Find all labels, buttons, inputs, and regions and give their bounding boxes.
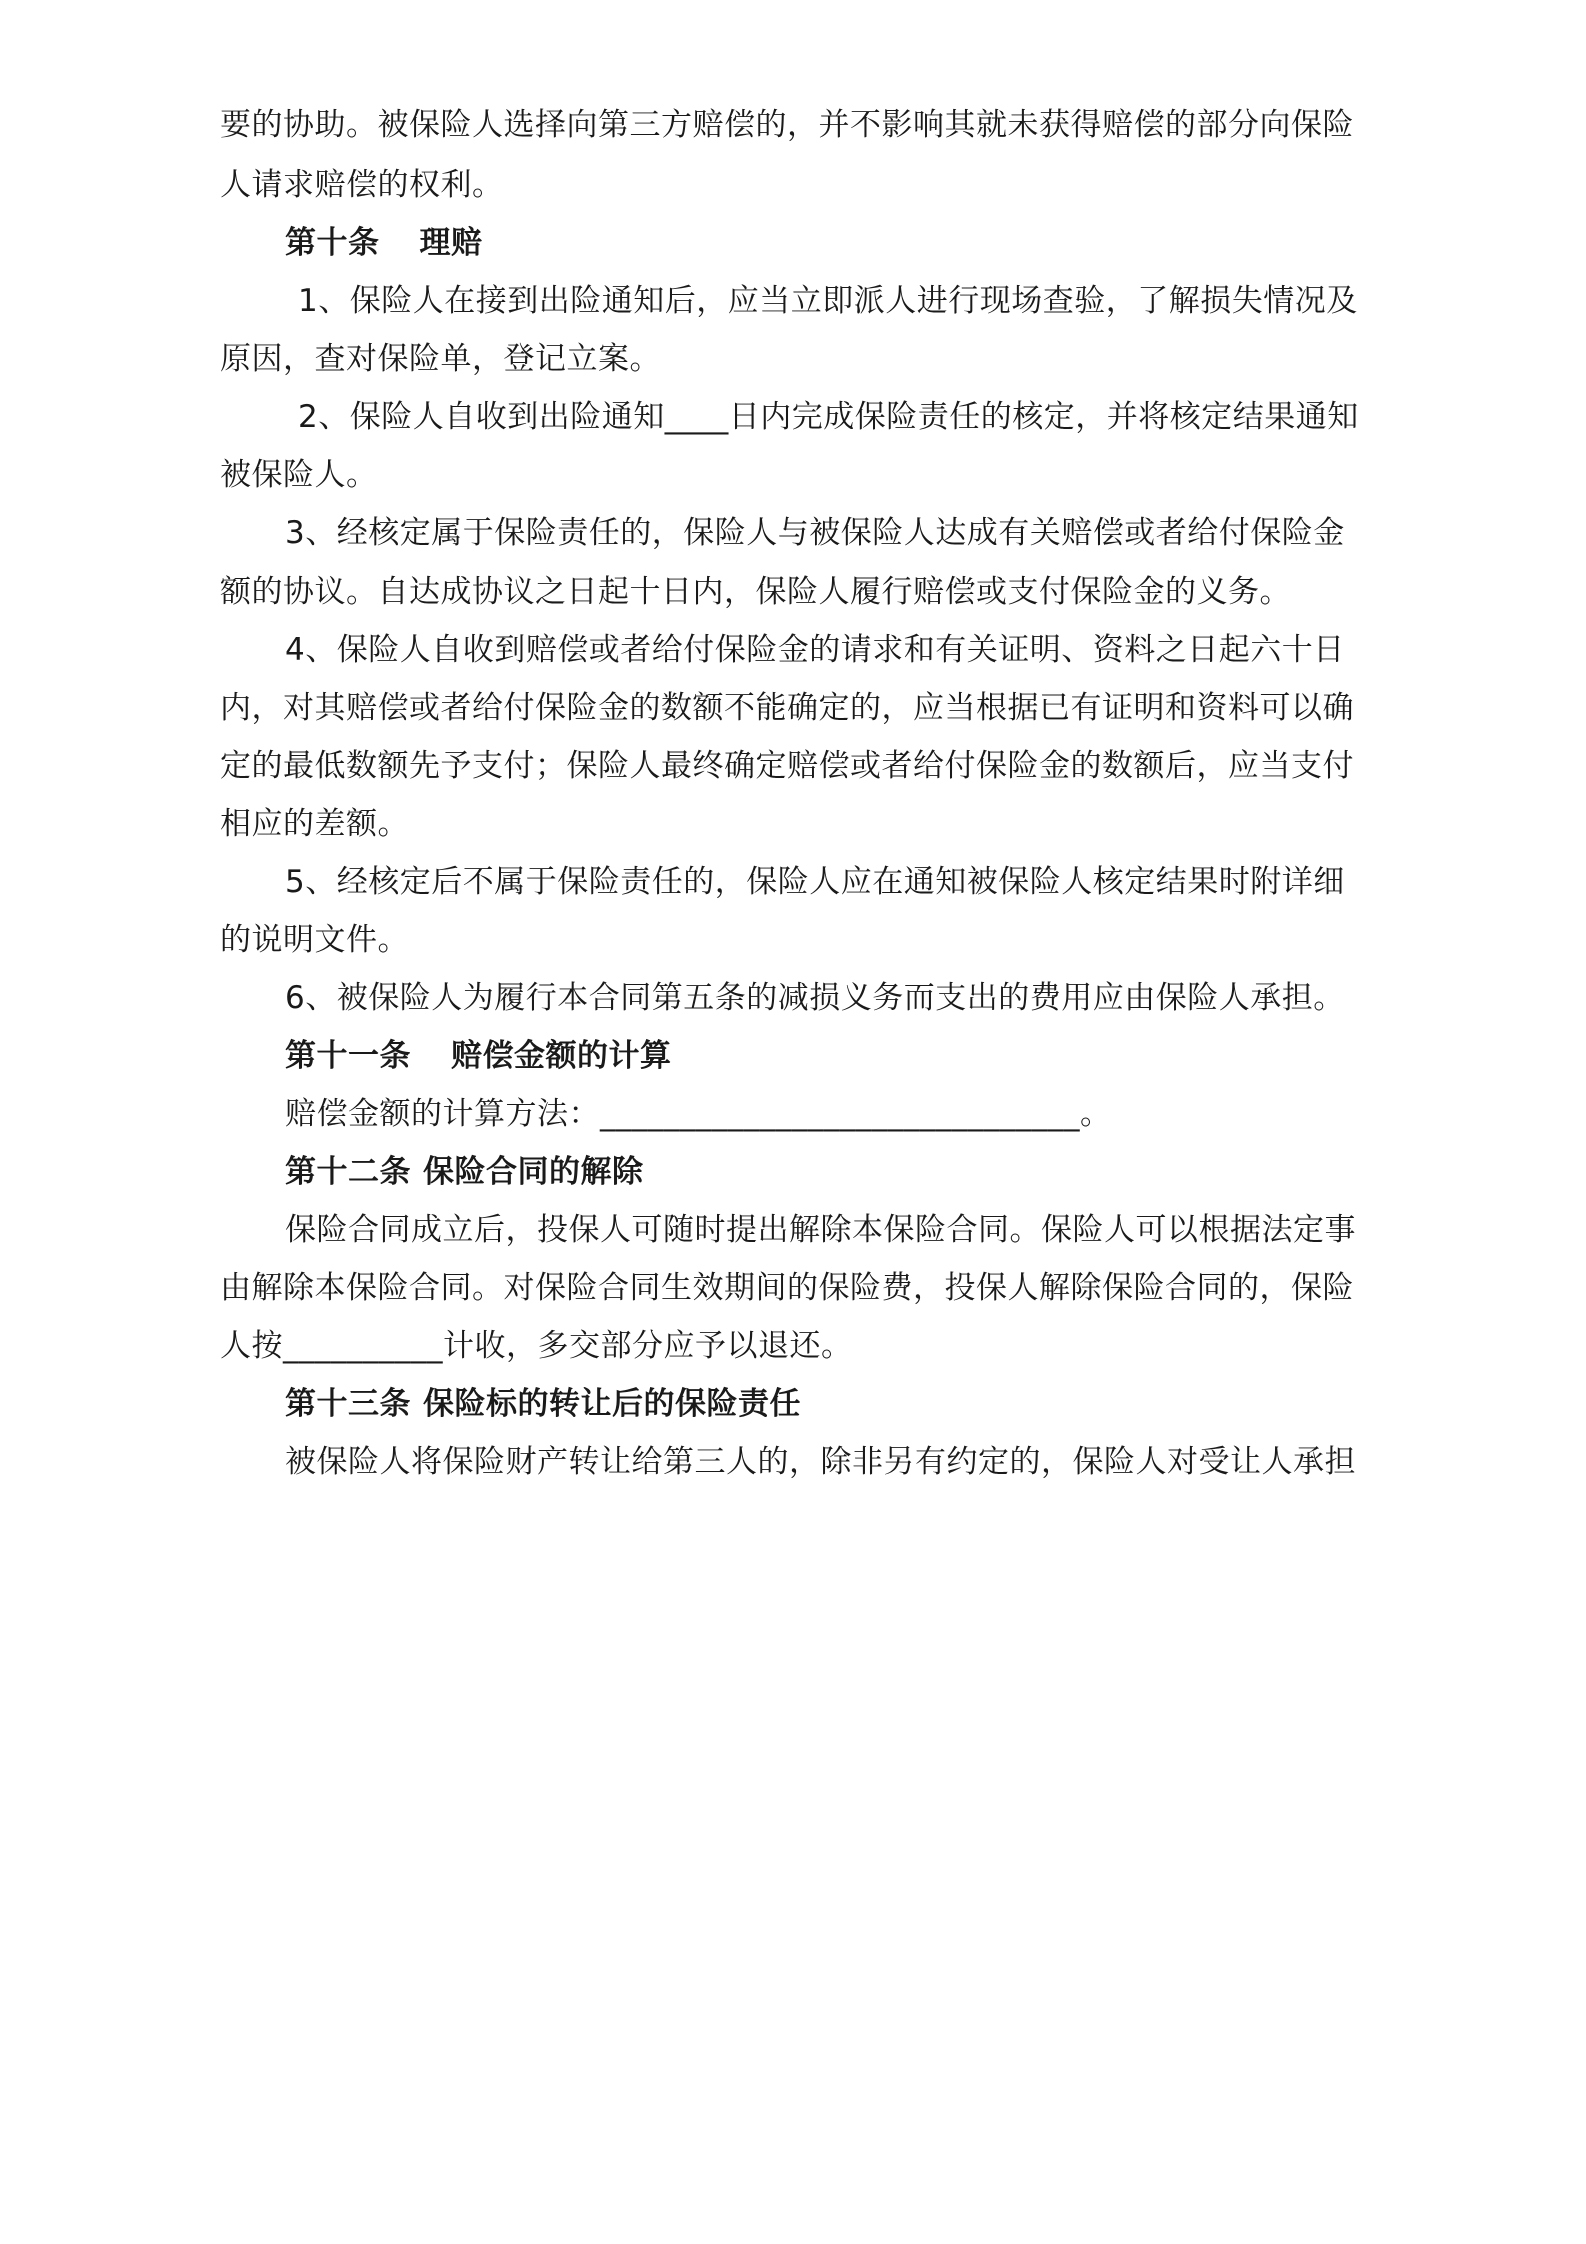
text-line: 赔偿金额的计算方法：______________________________。 <box>285 1096 1112 1132</box>
text-line: 被保险人。 <box>220 457 378 493</box>
text-line: 6、被保险人为履行本合同第五条的减损义务而支出的费用应由保险人承担。 <box>285 980 1345 1016</box>
text-line: 保险合同成立后，投保人可随时提出解除本保险合同。保险人可以根据法定事 <box>285 1212 1356 1248</box>
text-line: 由解除本保险合同。对保险合同生效期间的保险费，投保人解除保险合同的，保险 <box>220 1270 1354 1306</box>
text-line: 被保险人将保险财产转让给第三人的，除非另有约定的，保险人对受让人承担 <box>285 1444 1356 1480</box>
article-12-heading <box>285 1150 1445 1194</box>
text-line: 原因，查对保险单，登记立案。 <box>220 341 661 377</box>
article-title: 保险合同的解除 <box>423 1154 644 1190</box>
article-title: 保险标的转让后的保险责任 <box>423 1386 801 1422</box>
article-number: 第十二条 <box>285 1154 411 1190</box>
article-number: 第十三条 <box>285 1386 411 1422</box>
text-line: 人按__________计收，多交部分应予以退还。 <box>220 1328 853 1364</box>
text-line: 5、经核定后不属于保险责任的，保险人应在通知被保险人核定结果时附详细 <box>285 864 1345 900</box>
article-number: 第十条 <box>285 225 380 261</box>
text-line: 的说明文件。 <box>220 922 409 958</box>
text-line: 要的协助。被保险人选择向第三方赔偿的，并不影响其就未获得赔偿的部分向保险 <box>220 107 1354 143</box>
article-13-heading <box>285 1382 1445 1426</box>
text-line: 定的最低数额先予支付；保险人最终确定赔偿或者给付保险金的数额后，应当支付 <box>220 748 1354 784</box>
text-line: 人请求赔偿的权利。 <box>220 167 504 203</box>
text-line: 额的协议。自达成协议之日起十日内，保险人履行赔偿或支付保险金的义务。 <box>220 574 1291 610</box>
article-11-heading <box>285 1034 1445 1078</box>
article-title: 理赔 <box>419 225 483 261</box>
text-line: 内，对其赔偿或者给付保险金的数额不能确定的，应当根据已有证明和资料可以确 <box>220 690 1354 726</box>
text-line: 相应的差额。 <box>220 806 409 842</box>
text-line: 1、保险人在接到出险通知后，应当立即派人进行现场查验，了解损失情况及 <box>298 283 1358 319</box>
article-10-heading <box>285 221 1445 265</box>
text-line: 2、保险人自收到出险通知____日内完成保险责任的核定，并将核定结果通知 <box>298 399 1359 435</box>
text-line: 3、经核定属于保险责任的，保险人与被保险人达成有关赔偿或者给付保险金 <box>285 515 1345 551</box>
text-line: 4、保险人自收到赔偿或者给付保险金的请求和有关证明、资料之日起六十日 <box>285 632 1345 668</box>
article-number: 第十一条 <box>285 1038 411 1074</box>
article-title: 赔偿金额的计算 <box>451 1038 672 1074</box>
